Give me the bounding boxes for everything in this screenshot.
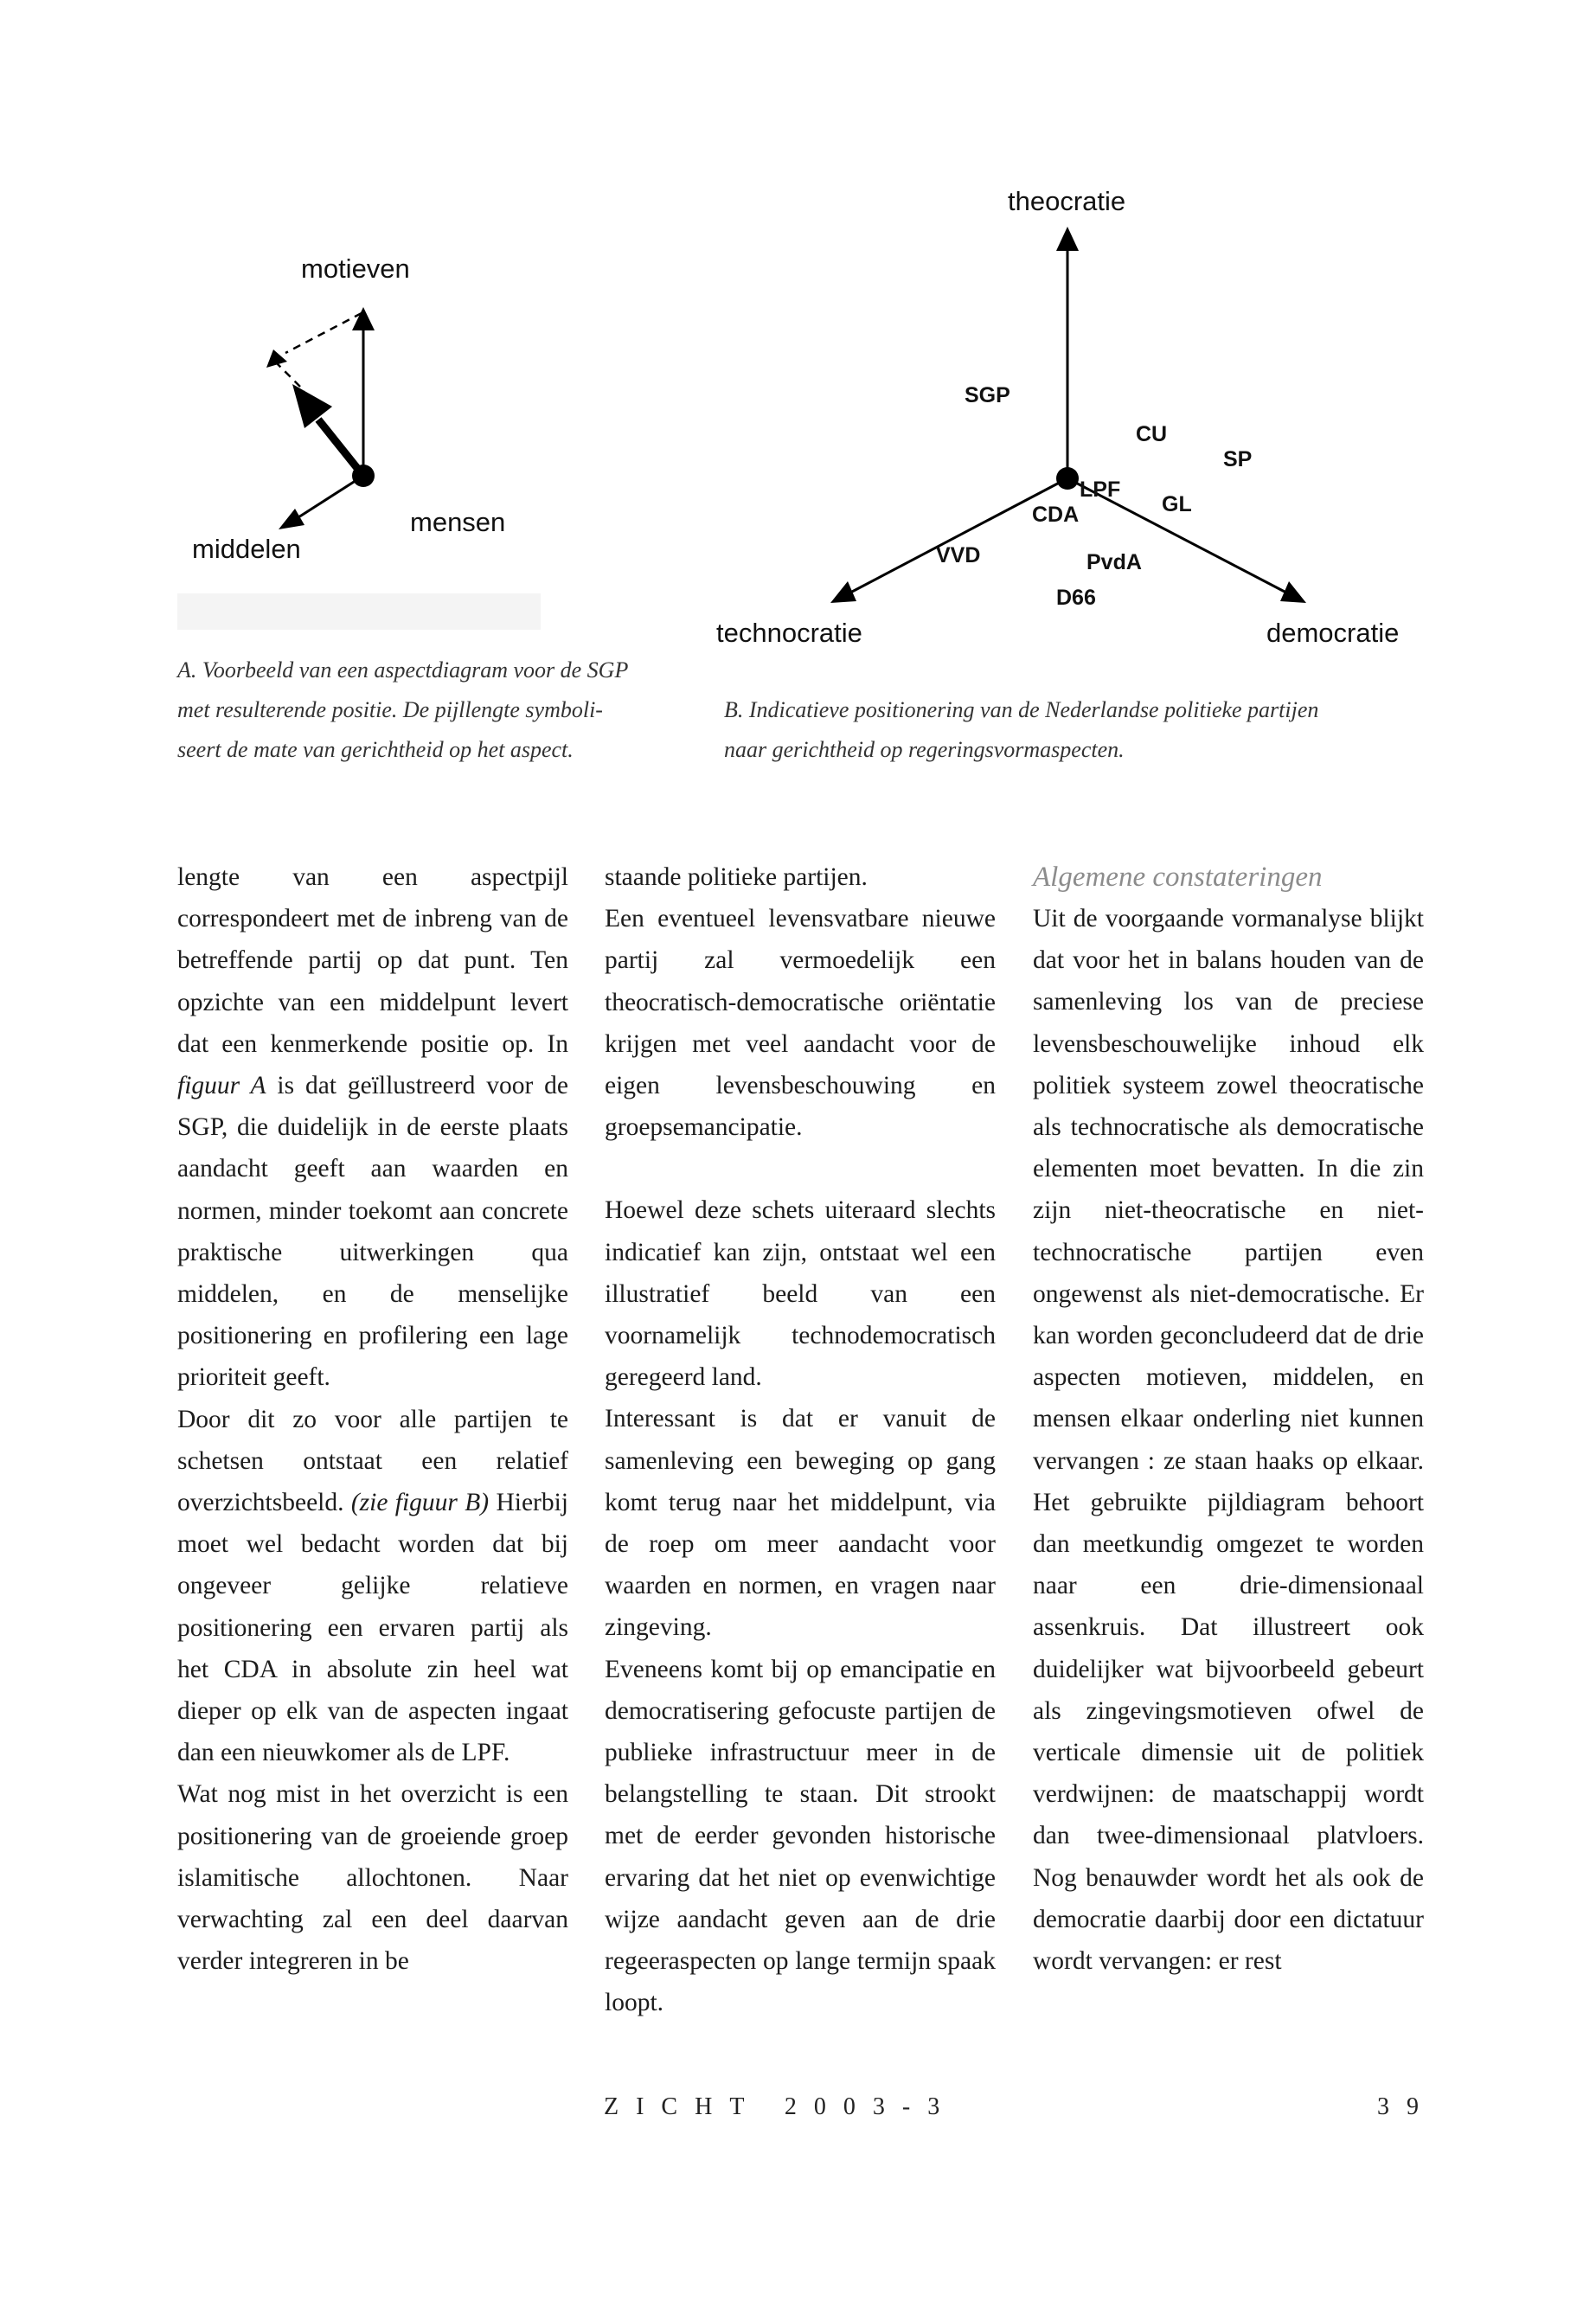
- party-gl: GL: [1162, 492, 1192, 516]
- figure-reference: (zie figuur B): [350, 1489, 490, 1517]
- party-vvd: VVD: [936, 543, 981, 567]
- caption-shade: [177, 593, 541, 630]
- figure-b-caption-line: B. Indicatieve positionering van de Nederlandse politieke partijen: [724, 697, 1319, 722]
- resultant-arrow: [292, 384, 363, 476]
- axis-label-democratie: democratie: [1266, 618, 1400, 648]
- paragraph: Eveneens komt bij op emancipatie en democratisering gefocuste partijen de publieke infrastructuur meer in de belangstelling te staan. Dit strookt met de eerder gevonden historische ervaring dat het niet op evenwichtige wijze aandacht geven aan de drie regeeraspecten op lange termijn spaak loopt.: [605, 1655, 996, 2017]
- figure-a-caption-line: seert de mate van gerichtheid op het aspect.: [177, 737, 574, 762]
- party-lpf: LPF: [1080, 478, 1121, 502]
- paragraph: [177, 1399, 568, 1774]
- motieven-arrow: [352, 307, 375, 476]
- text-run: Hierbij moet wel bedacht worden dat bij ongeveer gelijke relatieve positionering een ervaren partij als het CDA in absolute zin heel wat dieper op elk van de aspecten ingaat dan een nieuwkomer als de LPF.: [177, 1489, 568, 1767]
- party-sgp: SGP: [965, 383, 1010, 407]
- text-column-1: [177, 856, 568, 1982]
- paragraph: Wat nog mist in het overzicht is een positionering van de groeiende groep islamitische allochtonen. Naar verwachting zal een deel daarvan verder integreren in be: [177, 1780, 568, 1976]
- text-column-3: [1033, 856, 1424, 1982]
- theocratie-axis: [1056, 227, 1079, 478]
- paragraph: Uit de voorgaande vormanalyse blijkt dat voor het in balans houden van de samenleving los van de preciese levensbeschouwelijke inhoud elk politiek systeem zowel theocratische als technocratische als democratische elementen moet bevatten. In die zin zijn niet-theocratische en niet-technocratische partijen even ongewenst als niet-democratische. Er kan worden geconcludeerd dat de drie aspecten motieven, middelen, en mensen elkaar onderling niet kunnen vervangen : ze staan haaks op elkaar. Het gebruikte pijldiagram behoort dan meetkundig omgezet te worden naar een drie-dimensionaal assenkruis. Dat illustreert ook duidelijker wat bijvoorbeeld gebeurt als zingevingsmotieven ofwel de verticale dimensie uit de politiek verdwijnen: de maatschappij wordt dan twee-dimensionaal platvloers. Nog benauwder wordt het als ook de democratie daarbij door een dictatuur wordt vervangen: er rest: [1033, 905, 1424, 1976]
- party-cda: CDA: [1032, 503, 1080, 527]
- party-sp: SP: [1223, 447, 1253, 471]
- label-motieven: motieven: [301, 253, 410, 284]
- figure-b-caption-line: naar gerichtheid op regeringsvormaspecten.: [724, 737, 1125, 762]
- text-column-2: [605, 856, 996, 2023]
- paragraph: Hoewel deze schets uiteraard slechts indicatief kan zijn, ontstaat wel een illustratief beeld van een voornamelijk technodemocratisch geregeerd land.: [605, 1196, 996, 1392]
- axis-label-technocratie: technocratie: [716, 618, 862, 648]
- center-dot: [1056, 467, 1079, 490]
- page-number: 39: [1377, 2093, 1436, 2120]
- text-run: Door dit zo voor alle partijen te schetsen ontstaat een relatief overzichtsbeeld.: [177, 1405, 568, 1517]
- section-heading: Algemene constateringen: [1033, 862, 1323, 893]
- figure-b-caption: [724, 690, 1416, 770]
- middelen-arrow: [279, 476, 363, 529]
- text-run: lengte van een aspectpijl correspondeert met de inbreng van de betreffende partij op dat punt. Ten opzichte van een middelpunt levert dat een kenmerkende positie op. In: [177, 863, 568, 1058]
- paragraph: Een eventueel levensvatbare nieuwe partij zal vermoedelijk een theocratisch-democratische oriëntatie krijgen met veel aandacht voor de eigen levensbeschouwing en groepsemancipatie.: [605, 905, 996, 1142]
- figure-a-caption-line: met resulterende positie. De pijllengte symboli-: [177, 697, 603, 722]
- journal-footer: ZICHT 2003-3: [604, 2093, 958, 2120]
- text-run: is dat geïllustreerd voor de SGP, die duidelijk in de eerste plaats aandacht geeft aan waarden en normen, minder toekomt aan concrete praktische uitwerkingen qua middelen, en de menselijke positionering en profilering een lage prioriteit geeft.: [177, 1072, 569, 1392]
- paragraph: staande politieke partijen.: [605, 863, 868, 891]
- figure-a-caption-line: A. Voorbeeld van een aspectdiagram voor de SGP: [177, 657, 629, 683]
- axis-label-theocratie: theocratie: [1008, 186, 1126, 216]
- party-pvda: PvdA: [1086, 550, 1142, 574]
- figure-b-diagram: [692, 0, 1596, 779]
- dashed-helper-lines: [266, 313, 362, 391]
- paragraph: Interessant is dat er vanuit de samenleving een beweging op gang komt terug naar het middelpunt, via de roep om meer aandacht voor waarden en normen, en vragen naar zingeving.: [605, 1405, 996, 1642]
- origin-dot: [352, 465, 375, 487]
- technocratie-axis: [830, 478, 1067, 603]
- figure-reference: figuur A: [177, 1072, 266, 1100]
- paragraph: [177, 856, 568, 1399]
- party-d66: D66: [1056, 586, 1096, 610]
- figure-a-caption: [177, 651, 670, 770]
- label-mensen: mensen: [410, 507, 506, 537]
- label-middelen: middelen: [192, 534, 301, 564]
- party-cu: CU: [1136, 422, 1168, 446]
